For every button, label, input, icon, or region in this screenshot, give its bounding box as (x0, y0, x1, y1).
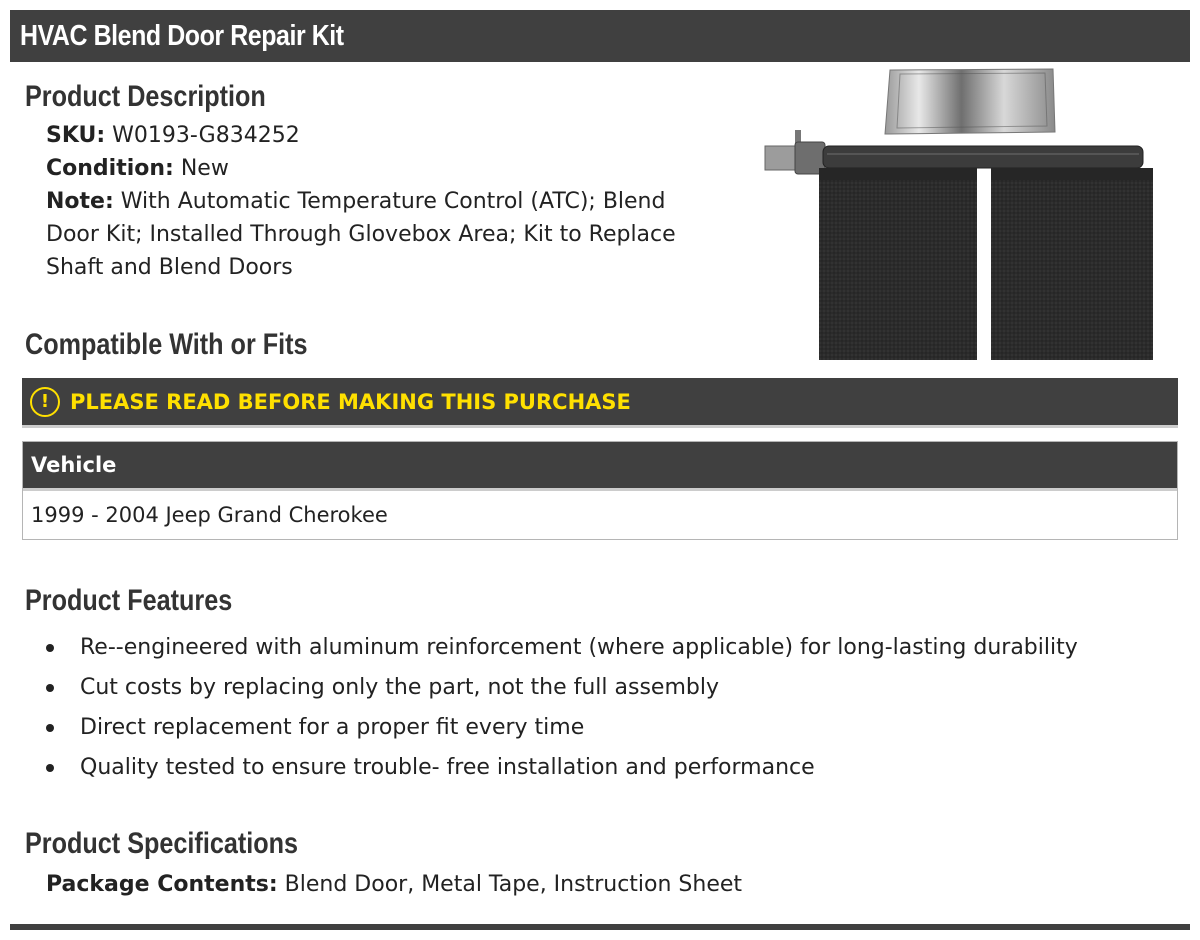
bullet-icon (46, 644, 54, 652)
exclamation-circle-icon: ! (30, 387, 60, 417)
product-image (755, 66, 1165, 366)
package-contents-line (46, 868, 742, 901)
purchase-notice-bar (22, 378, 1178, 428)
note-label: Note: (46, 189, 114, 214)
compatibility-heading: Compatible With or Fits (25, 328, 308, 361)
product-features-heading: Product Features (25, 584, 233, 617)
page-title: HVAC Blend Door Repair Kit (20, 19, 344, 52)
bottom-divider (10, 924, 1190, 930)
list-item: Direct replacement for a proper fit every time (46, 708, 1176, 748)
table-row: 1999 - 2004 Jeep Grand Cherokee (31, 503, 388, 527)
sku-label: SKU: (46, 123, 106, 148)
note-value: With Automatic Temperature Control (ATC); Blend Door Kit; Installed Through Glovebox Area; Kit to Replace Shaft and Blend Doors (46, 189, 676, 280)
title-bar (10, 10, 1190, 62)
bullet-icon (46, 684, 54, 692)
purchase-notice-text: PLEASE READ BEFORE MAKING THIS PURCHASE (70, 389, 631, 414)
vehicle-table (22, 441, 1178, 540)
condition-label: Condition: (46, 156, 174, 181)
bullet-icon (46, 724, 54, 732)
list-item: Cut costs by replacing only the part, not the full assembly (46, 668, 1176, 708)
list-item: Quality tested to ensure trouble- free installation and performance (46, 748, 1176, 788)
product-description-heading: Product Description (25, 80, 266, 113)
condition-value: New (180, 156, 229, 181)
sku-line (46, 119, 706, 152)
product-description (46, 119, 706, 284)
list-item: Re--engineered with aluminum reinforcement (where applicable) for long-lasting durability (46, 628, 1176, 668)
package-contents-label: Package Contents: (46, 872, 278, 897)
product-specifications-heading: Product Specifications (25, 827, 299, 860)
sku-value: W0193-G834252 (112, 123, 300, 148)
blend-door-kit-image (755, 66, 1165, 366)
note-line (46, 185, 706, 284)
condition-line (46, 152, 706, 185)
bullet-icon (46, 764, 54, 772)
package-contents-value: Blend Door, Metal Tape, Instruction Sheet (284, 872, 743, 897)
features-list (46, 628, 1176, 788)
vehicle-table-header: Vehicle (23, 442, 1177, 491)
